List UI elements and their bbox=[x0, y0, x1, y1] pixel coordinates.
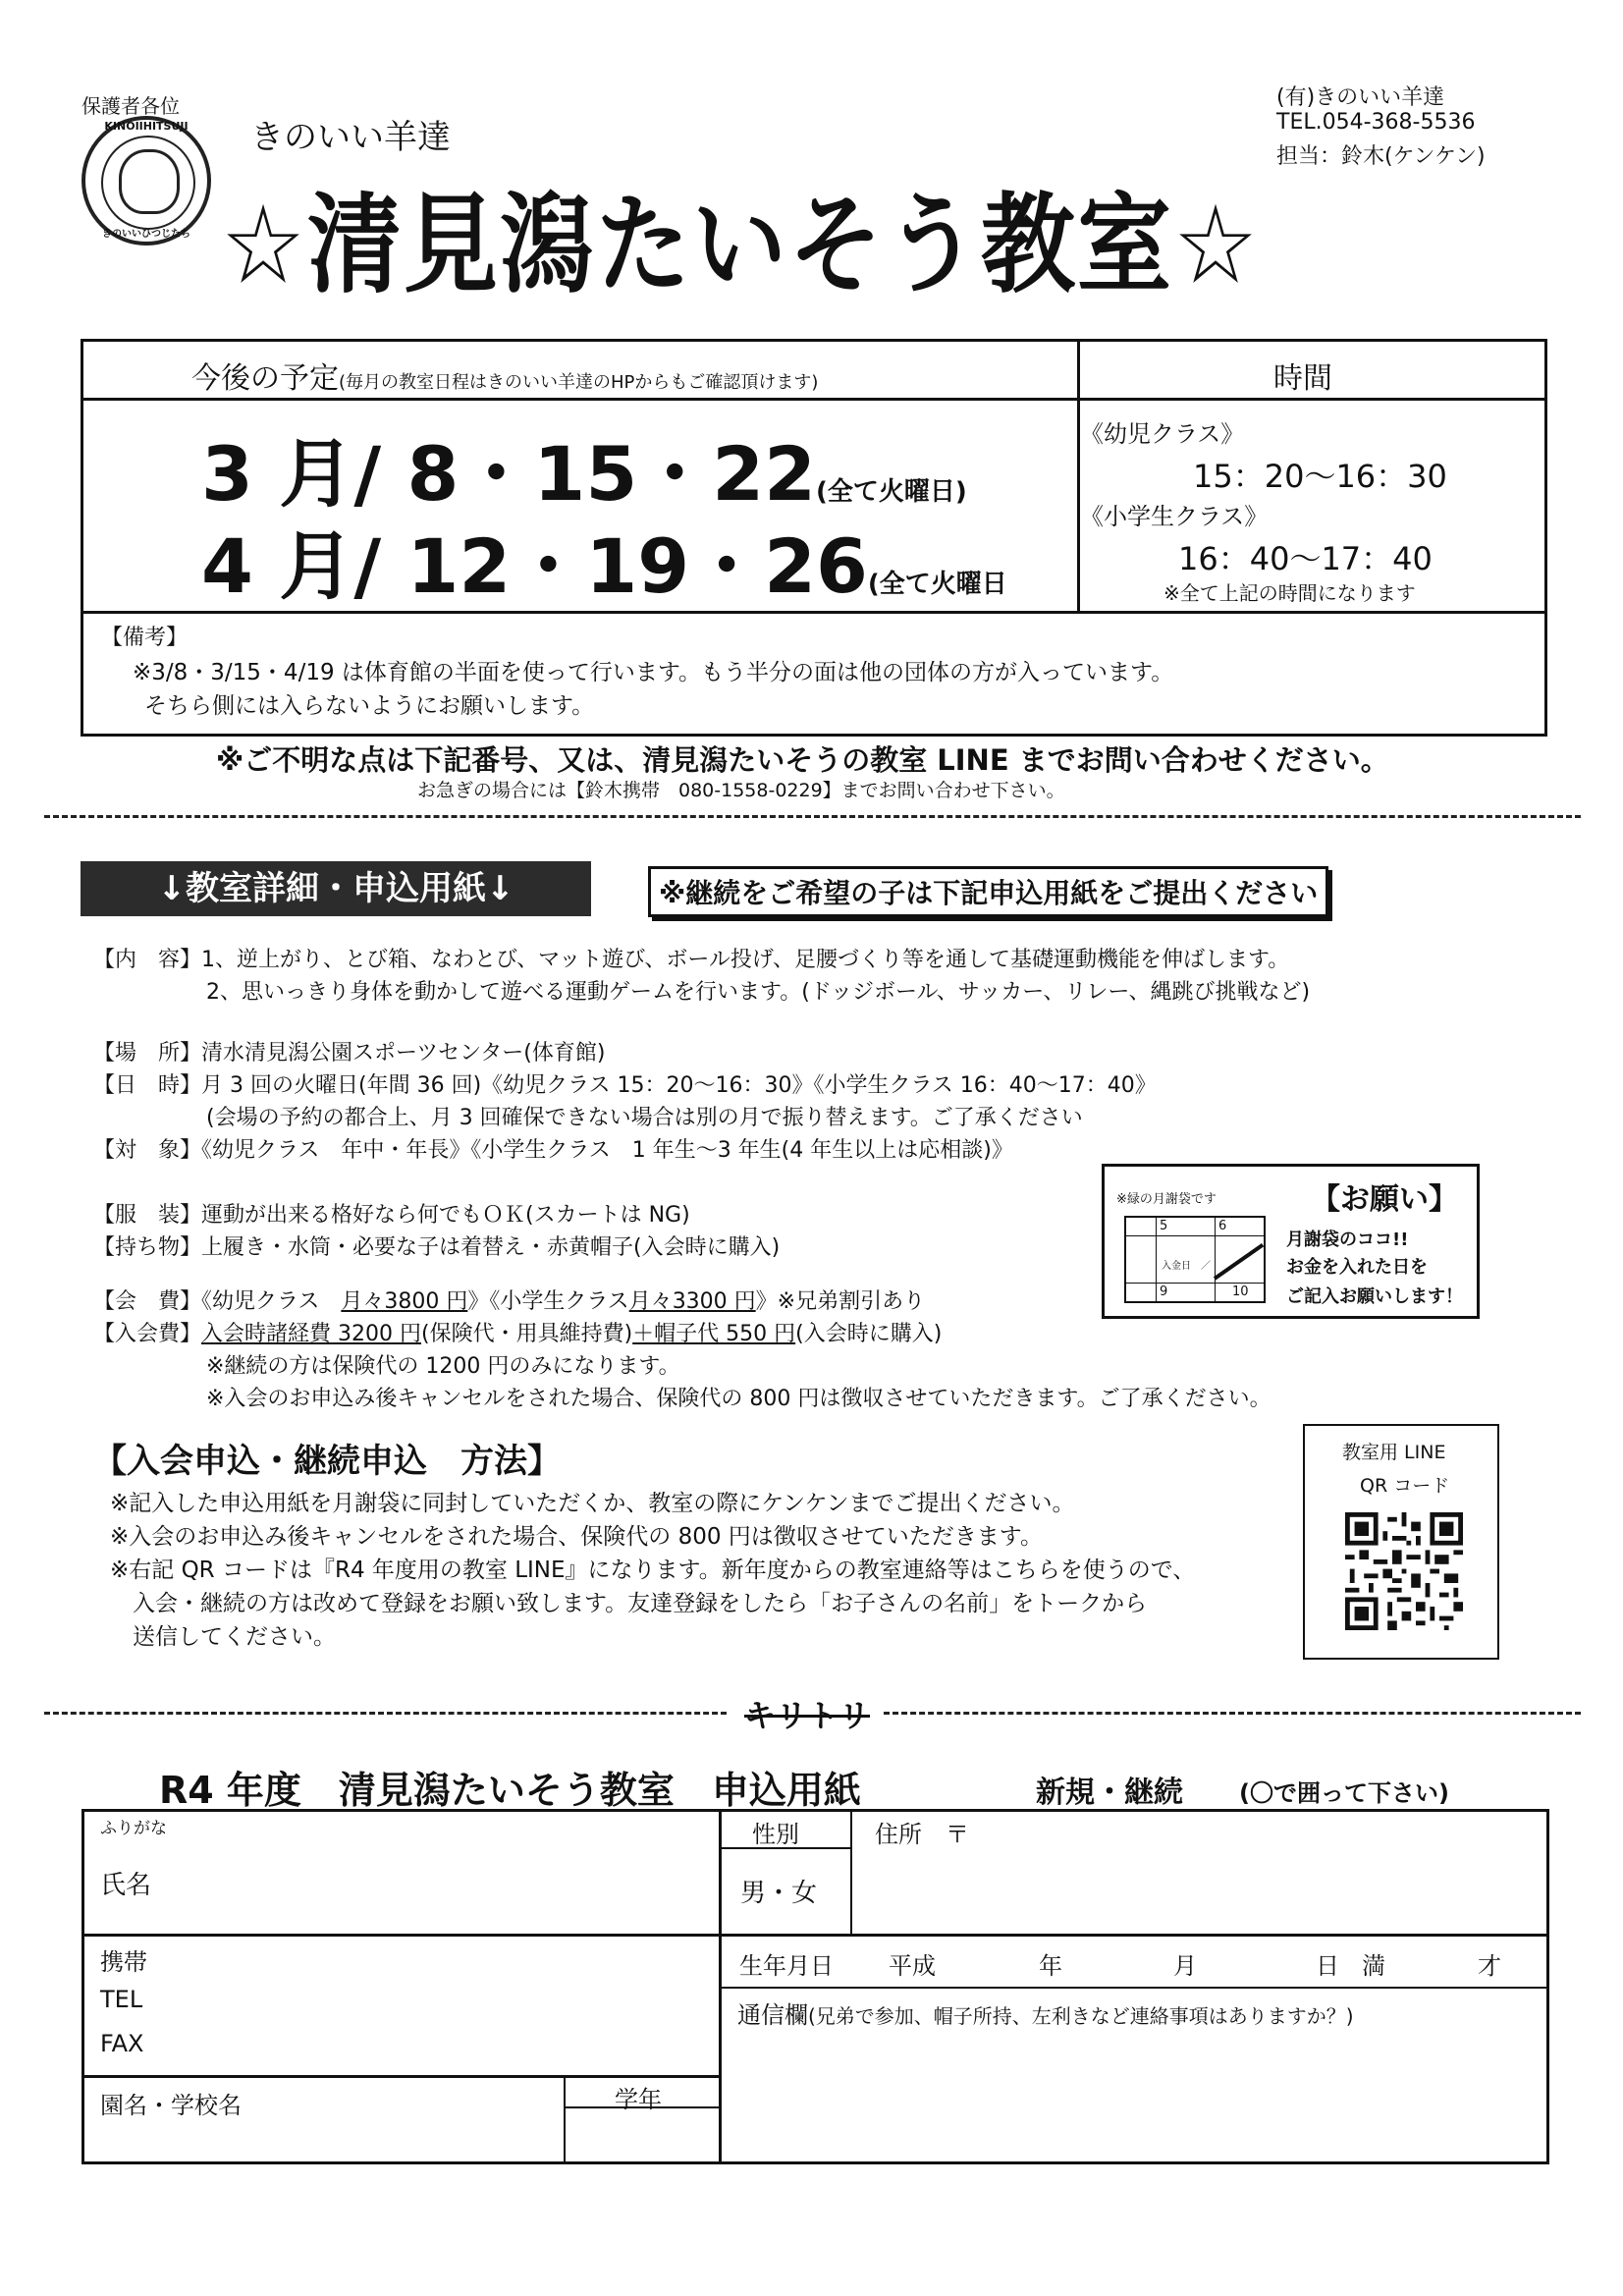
request-title: 【お願い】 bbox=[1311, 1182, 1458, 1217]
schedule-line-march bbox=[201, 414, 967, 521]
detail-text-target: 《幼児クラス 年中・年長》《小学生クラス 1 年生～3 年生(4 年生以上は応相談)》 bbox=[201, 1138, 1013, 1163]
cell-5: 5 bbox=[1160, 1219, 1168, 1233]
detail-fee bbox=[93, 1285, 925, 1315]
remarks-line-2: そちら側には入らないようにお願いします。 bbox=[144, 693, 595, 719]
detail-target bbox=[93, 1133, 1013, 1164]
detail-text-clothing: 運動が出来る格好なら何でもＯＫ(スカートは NG) bbox=[201, 1203, 690, 1228]
birthdate-field[interactable] bbox=[722, 1937, 1544, 1986]
detail-entry bbox=[93, 1317, 942, 1347]
time-elementary-label: 《小学生クラス》 bbox=[1080, 503, 1269, 530]
detail-label-entry: 【入会費】 bbox=[93, 1322, 202, 1346]
line-qr-code[interactable] bbox=[1345, 1512, 1463, 1630]
detail-label-clothing: 【服 装】 bbox=[93, 1203, 202, 1228]
application-form bbox=[81, 1809, 1549, 2164]
school-field[interactable] bbox=[84, 2078, 562, 2161]
mobile-label: 携帯 bbox=[100, 1948, 147, 1976]
to-parents: 保護者各位 bbox=[81, 94, 180, 118]
continue-note: ※継続をご希望の子は下記申込用紙をご提出ください bbox=[648, 866, 1328, 917]
month-label: 月 bbox=[1173, 1952, 1197, 1980]
apply-method-title: 【入会申込・継続申込 方法】 bbox=[93, 1442, 561, 1481]
notes-label: 通信欄 bbox=[737, 2001, 808, 2029]
logo-seal bbox=[81, 116, 211, 246]
detail-text-content-1: 1、逆上がり、とび箱、なわとび、マット遊び、ボール投げ、足腰づくり等を通して基礎運動機能を伸ばします。 bbox=[201, 948, 1290, 972]
hat-fee: ＋帽子代 550 円 bbox=[632, 1322, 796, 1346]
fee-part-5: 》※兄弟割引あり bbox=[755, 1289, 926, 1314]
request-line-3: ご記入お願いします！ bbox=[1286, 1286, 1463, 1307]
notes-field[interactable] bbox=[722, 1990, 1544, 2161]
schedule-heading-note: (毎月の教室日程はきのいい羊達のHPからもご確認頂けます) bbox=[339, 372, 819, 393]
detail-datetime bbox=[93, 1068, 1157, 1099]
detail-label-datetime: 【日 時】 bbox=[93, 1073, 202, 1098]
age-full-label: 満 bbox=[1362, 1952, 1385, 1980]
detail-belongings bbox=[93, 1230, 780, 1261]
qr-title: 教室用 LINE bbox=[1342, 1442, 1446, 1463]
remarks-label: 【備考】 bbox=[101, 626, 189, 650]
form-type[interactable]: 新規・継続 bbox=[1036, 1776, 1183, 1810]
detail-content-1 bbox=[93, 943, 1289, 973]
envelope-caption: ※緑の月謝袋です bbox=[1116, 1192, 1217, 1207]
org-small-name: きのいい羊達 bbox=[250, 118, 451, 157]
request-line-2: お金を入れた日を bbox=[1286, 1257, 1428, 1278]
remarks-line-1: ※3/8・3/15・4/19 は体育館の半面を使って行います。もう半分の面は他の団体の方が入っています。 bbox=[133, 660, 1174, 685]
day-label: 日 bbox=[1316, 1952, 1339, 1980]
apply-line-4: 入会・継続の方は改めて登録をお願い致します。友達登録をしたら「お子さんの名前」をトークから bbox=[133, 1591, 1148, 1616]
time-note: ※全て上記の時間になります bbox=[1163, 581, 1416, 605]
apply-line-1: ※記入した申込用紙を月謝袋に同封していただくか、教室の際にケンケンまでご提出ください。 bbox=[110, 1491, 1075, 1516]
year-label: 年 bbox=[1039, 1952, 1062, 1980]
company-contact: 担当：鈴木(ケンケン) bbox=[1276, 144, 1486, 169]
slot-text: 入金日 ／ bbox=[1162, 1261, 1211, 1272]
address-field[interactable] bbox=[853, 1812, 1544, 1932]
schedule-heading bbox=[191, 354, 818, 397]
cell-10: 10 bbox=[1232, 1285, 1249, 1299]
entry-fee-detail: (保険代・用具維持費) bbox=[421, 1322, 633, 1346]
apply-line-3: ※右記 QR コードは『R4 年度用の教室 LINE』になります。新年度からの教室連絡等はこちらを使うので、 bbox=[110, 1558, 1196, 1583]
age-label: 才 bbox=[1478, 1952, 1501, 1980]
notes-line bbox=[737, 1995, 1354, 2030]
address-label: 住所 〒 bbox=[875, 1821, 969, 1848]
apply-line-2: ※入会のお申込み後キャンセルをされた場合、保険代の 800 円は徴収させていただきます。 bbox=[110, 1524, 1043, 1550]
entry-note-2: ※入会のお申込み後キャンセルをされた場合、保険代の 800 円は徴収させていただきます。ご了承ください。 bbox=[206, 1387, 1271, 1411]
april-note: (全て火曜日 bbox=[867, 570, 1007, 599]
grade-field[interactable] bbox=[567, 2109, 717, 2161]
logo-text-top: KINOIIHITSUJI bbox=[104, 120, 189, 133]
fax-label: FAX bbox=[100, 2030, 144, 2057]
detail-place bbox=[93, 1036, 605, 1066]
furigana-label: ふりがな bbox=[100, 1819, 167, 1838]
time-elementary-value: 16：40～17：40 bbox=[1178, 540, 1433, 577]
march-note: (全て火曜日) bbox=[815, 477, 967, 507]
fee-elementary: 月々3300 円 bbox=[628, 1289, 756, 1314]
entry-fee: 入会時諸経費 3200 円 bbox=[201, 1322, 421, 1346]
time-infant-label: 《幼児クラス》 bbox=[1080, 420, 1245, 448]
detail-label-content: 【内 容】 bbox=[93, 948, 202, 972]
notes-hint: (兄弟で参加、帽子所持、左利きなど連絡事項はありますか？) bbox=[808, 2004, 1354, 2028]
entry-note-1: ※継続の方は保険代の 1200 円のみになります。 bbox=[206, 1354, 680, 1379]
envelope-request-box bbox=[1102, 1164, 1480, 1319]
phone-field[interactable] bbox=[84, 1937, 717, 2074]
detail-text-belongings: 上履き・水筒・必要な子は着替え・赤黄帽子(入会時に購入) bbox=[201, 1235, 781, 1260]
cut-label: キリトリ bbox=[744, 1697, 871, 1734]
main-title: ☆清見潟たいそう教室☆ bbox=[221, 182, 1261, 308]
detail-content-2: 2、思いっきり身体を動かして遊べる運動ゲームを行います。(ドッジボール、サッカー、リレー、縄跳び挑戦など) bbox=[206, 980, 1311, 1005]
fee-infant: 月々3800 円 bbox=[341, 1289, 468, 1314]
qr-subtitle: QR コード bbox=[1360, 1475, 1450, 1497]
request-line-1: 月謝袋のココ!! bbox=[1286, 1230, 1409, 1250]
detail-clothing bbox=[93, 1198, 690, 1229]
schedule-box bbox=[81, 339, 1547, 737]
form-type-note: (〇で囲って下さい) bbox=[1239, 1779, 1449, 1807]
fee-part-1: 《幼児クラス bbox=[201, 1289, 342, 1314]
april-dates: 4 月/ 12・19・26 bbox=[201, 522, 868, 610]
detail-text-place: 清水清見潟公園スポーツセンター(体育館) bbox=[201, 1041, 606, 1066]
time-infant-value: 15：20～16：30 bbox=[1193, 458, 1447, 495]
hat-fee-note: (入会時に購入) bbox=[795, 1322, 943, 1346]
detail-label-belongings: 【持ち物】 bbox=[93, 1235, 202, 1260]
detail-label-place: 【場 所】 bbox=[93, 1041, 202, 1066]
inquiry-urgent: お急ぎの場合には【鈴木携帯 080-1558-0229】までお問い合わせ下さい。 bbox=[417, 780, 1065, 801]
tel-label: TEL bbox=[100, 1986, 143, 2013]
inquiry-main: ※ご不明な点は下記番号、又は、清見潟たいそうの教室 LINE までお問い合わせください。 bbox=[216, 743, 1389, 777]
apply-line-5: 送信してください。 bbox=[133, 1624, 336, 1650]
gender-options[interactable]: 男・女 bbox=[740, 1879, 818, 1908]
company-tel: TEL.054-368-5536 bbox=[1276, 110, 1476, 135]
birth-label: 生年月日 bbox=[739, 1952, 834, 1980]
sheep-face-icon bbox=[119, 149, 180, 214]
era-label: 平成 bbox=[889, 1952, 936, 1980]
march-dates: 3 月/ 8・15・22 bbox=[201, 430, 816, 518]
grade-label: 学年 bbox=[615, 2086, 662, 2113]
schedule-line-april bbox=[201, 507, 1007, 614]
cell-6: 6 bbox=[1218, 1219, 1227, 1233]
details-banner: ↓教室詳細・申込用紙↓ bbox=[81, 861, 591, 916]
logo-text-bottom: きのいいひつじたち bbox=[102, 229, 190, 240]
detail-label-fee: 【会 費】 bbox=[93, 1289, 202, 1314]
form-title: R4 年度 清見潟たいそう教室 申込用紙 bbox=[159, 1769, 861, 1812]
detail-datetime-note: (会場の予約の都合上、月 3 回確保できない場合は別の月で振り替えます。ご了承ください bbox=[206, 1106, 1083, 1130]
name-label: 氏名 bbox=[100, 1871, 152, 1900]
name-field[interactable] bbox=[84, 1812, 717, 1932]
company-name: (有)きのいい羊達 bbox=[1276, 85, 1445, 110]
detail-text-datetime: 月 3 回の火曜日(年間 36 回)《幼児クラス 15：20～16：30》《小学生クラス 16：40～17：40》 bbox=[201, 1073, 1157, 1098]
cell-9: 9 bbox=[1160, 1285, 1168, 1299]
fee-part-3: 》《小学生クラス bbox=[467, 1289, 629, 1314]
gender-label: 性別 bbox=[752, 1821, 799, 1848]
detail-label-target: 【対 象】 bbox=[93, 1138, 202, 1163]
time-heading: 時間 bbox=[1273, 361, 1332, 396]
schedule-heading-label: 今後の予定 bbox=[191, 361, 339, 396]
school-label: 園名・学校名 bbox=[100, 2092, 242, 2119]
